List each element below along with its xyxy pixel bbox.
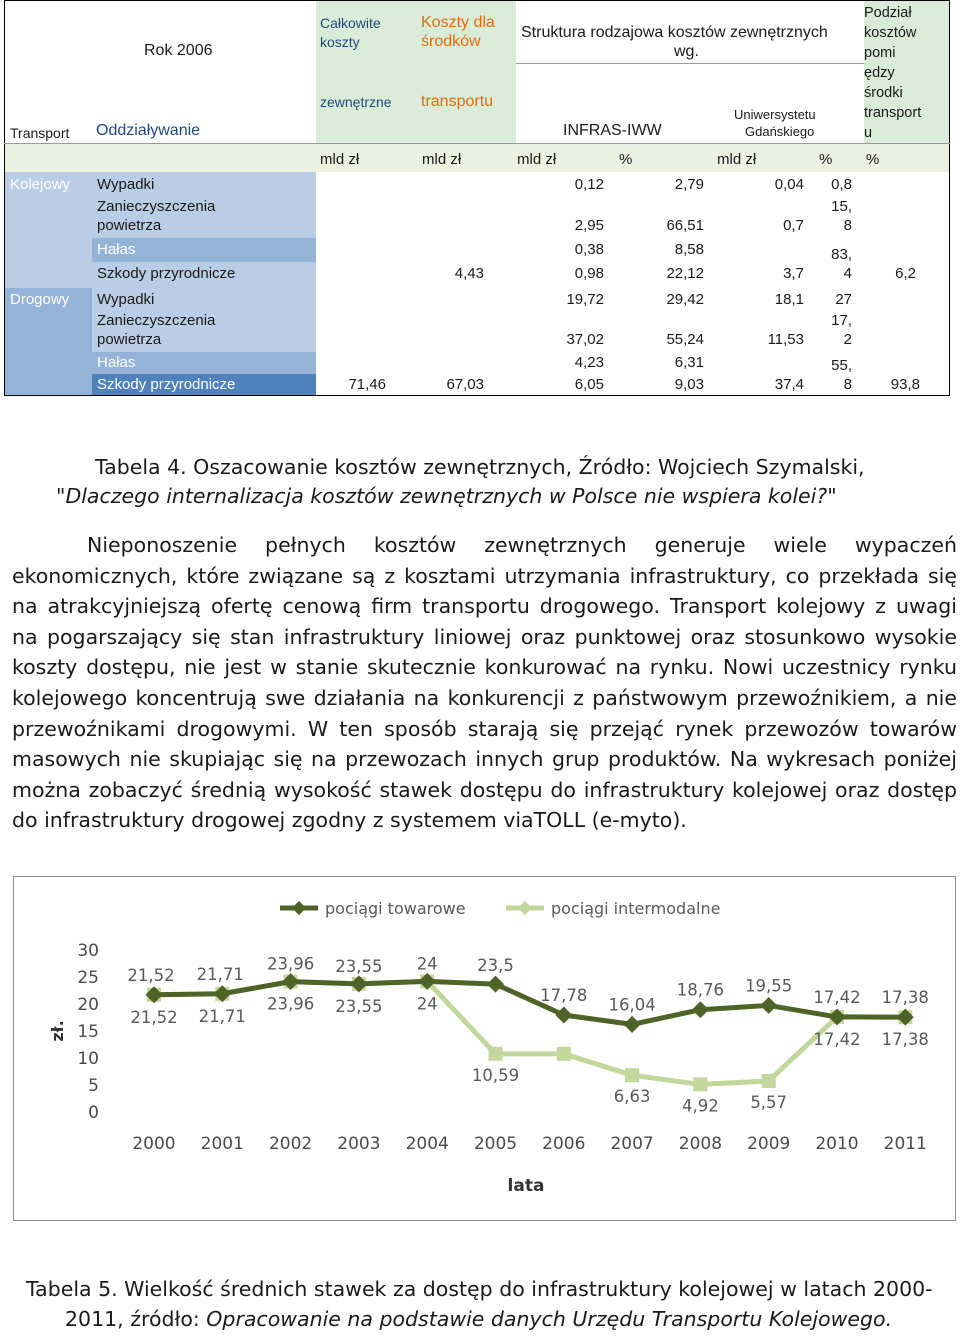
infras-pct: 55,24: [666, 331, 704, 348]
ug-pct: 2: [843, 331, 852, 348]
unit-cell: mld zł: [320, 151, 360, 168]
data-label-intermodal: 21,71: [198, 1006, 246, 1026]
data-label-freight: 21,52: [127, 965, 175, 985]
data-label-intermodal: 6,63: [613, 1087, 651, 1107]
header-total-line3: zewnętrzne: [320, 94, 392, 110]
unit-cell: %: [819, 151, 833, 168]
row-name: Hałas: [97, 354, 136, 371]
data-label-intermodal: 10,59: [471, 1065, 520, 1085]
infras-pct: 9,03: [674, 376, 704, 393]
data-point: [489, 1047, 503, 1061]
data-label-intermodal: 23,96: [266, 994, 315, 1014]
ug-bn: 0,7: [783, 217, 804, 234]
external-costs-table: [4, 0, 950, 396]
data-label-freight: 23,5: [477, 956, 514, 976]
data-label-freight: 23,55: [335, 956, 383, 976]
access-rates-chart: [13, 876, 956, 1221]
unit-cell: %: [619, 151, 633, 168]
infras-pct: 22,12: [666, 265, 704, 282]
header-split-line: kosztów: [864, 25, 917, 41]
y-tick-label: 25: [77, 968, 99, 988]
infras-pct: 6,31: [674, 354, 704, 371]
data-label-freight: 17,38: [881, 988, 929, 1008]
ug-bn: 3,7: [783, 265, 804, 282]
paragraph-line: przewoźnikami drogowymi. W ten sposób starają się przejąć rynek przewozów towarów: [12, 716, 957, 741]
caption-title-italic: Dlaczego internalizacja kosztów zewnętrznych w Polsce nie wspiera kolei?: [65, 484, 828, 508]
data-label-freight: 23,96: [266, 954, 315, 974]
ug-pct: 0,8: [831, 176, 852, 193]
infras-bn: 2,95: [574, 217, 604, 234]
split-value: 93,8: [890, 376, 920, 393]
caption-quote: ": [56, 484, 66, 508]
row-name: powietrza: [97, 217, 162, 234]
paragraph-line: koszty dostępu, nie jest w stanie skutecznie konkurować na rynku. Nowi uczestnicy rynku: [12, 655, 957, 680]
data-label-freight: 24: [416, 954, 438, 974]
table4-caption-line1: Tabela 4. Oszacowanie kosztów zewnętrznych, Źródło: Wojciech Szymalski,: [95, 455, 865, 479]
row-name: Wypadki: [97, 291, 155, 308]
data-point: [693, 1077, 707, 1091]
infras-bn: 0,98: [574, 265, 604, 282]
infras-bn: 19,72: [566, 291, 604, 308]
x-tick-label: 2011: [883, 1134, 927, 1154]
infras-pct: 2,79: [674, 176, 704, 193]
ug-pct: 15,: [831, 198, 852, 215]
data-label-intermodal: 5,57: [750, 1092, 788, 1112]
header-split-line: u: [864, 125, 873, 141]
header-infras: INFRAS-IWW: [563, 122, 662, 139]
ug-pct-merged: 8: [843, 376, 852, 393]
header-total-line2: koszty: [320, 34, 360, 50]
x-axis-label: lata: [507, 1176, 545, 1196]
data-label-intermodal: 17,38: [881, 1030, 929, 1050]
data-label-freight: 17,78: [540, 985, 588, 1005]
data-label-freight: 16,04: [608, 995, 656, 1015]
units-row-bg: [4, 143, 950, 172]
grid-line: [4, 0, 5, 396]
unit-cell: mld zł: [517, 151, 557, 168]
caption5-plain: 2011, źródło:: [65, 1307, 207, 1331]
paragraph-line: można zobaczyć średnią wysokość stawek dostępu do infrastruktury kolejowej oraz dostęp: [12, 777, 957, 802]
header-split-line: transport: [864, 105, 922, 121]
paragraph-line: na atrakcyjniejszą ofertę cenową firm transportu drogowego. Transport kolejowy z uwagi: [12, 594, 957, 619]
y-tick-label: 20: [77, 995, 99, 1015]
paragraph-line: Nieponoszenie pełnych kosztów zewnętrznych generuje wiele wypaczeń: [87, 533, 957, 557]
y-tick-label: 30: [77, 941, 99, 961]
data-label-freight: 19,55: [745, 976, 793, 996]
infras-bn: 6,05: [574, 376, 604, 393]
ug-pct: 17,: [831, 312, 852, 329]
total-value: 71,46: [348, 376, 386, 393]
y-axis-label: zł.: [48, 1020, 67, 1042]
ug-pct-merged: 55,: [831, 357, 852, 374]
data-point: [762, 1074, 776, 1088]
row-name: Hałas: [97, 241, 136, 258]
legend-label: pociągi intermodalne: [551, 899, 721, 918]
infras-bn: 0,12: [574, 176, 604, 193]
header-split-line: ędzy: [864, 65, 895, 81]
caption5-italic: Opracowanie na podstawie danych Urzędu Transportu Kolejowego.: [206, 1307, 893, 1331]
grid-line: [4, 143, 950, 144]
infras-pct: 29,42: [666, 291, 704, 308]
x-tick-label: 2008: [678, 1134, 723, 1154]
ug-pct-merged: 4: [843, 265, 852, 282]
header-ug-line2: Gdańskiego: [745, 124, 815, 139]
infras-pct: 8,58: [674, 241, 704, 258]
data-label-freight: 17,42: [813, 987, 861, 1007]
y-tick-label: 15: [77, 1022, 99, 1042]
header-split-line: pomi: [864, 45, 896, 61]
x-tick-label: 2010: [815, 1134, 859, 1154]
grid-line: [949, 0, 950, 396]
row-name: Szkody przyrodnicze: [97, 265, 236, 282]
y-tick-label: 10: [77, 1049, 99, 1069]
ug-bn: 11,53: [767, 331, 804, 348]
data-point: [625, 1068, 639, 1082]
unit-cell: mld zł: [422, 151, 462, 168]
x-tick-label: 2006: [542, 1134, 586, 1154]
x-tick-label: 2001: [200, 1134, 244, 1154]
row-name: Zanieczyszczenia: [97, 198, 216, 215]
row-name: Szkody przyrodnicze: [97, 376, 236, 393]
table5-caption-line1: Tabela 5. Wielkość średnich stawek za dostęp do infrastruktury kolejowej w latach 2000-: [26, 1277, 933, 1301]
header-structure-wg: wg.: [674, 43, 699, 60]
ug-pct-merged: 83,: [831, 246, 852, 263]
ug-pct: 27: [835, 291, 852, 308]
x-tick-label: 2007: [610, 1134, 654, 1154]
row-name: Zanieczyszczenia: [97, 312, 216, 329]
data-label-intermodal: 17,42: [813, 1029, 861, 1049]
data-point: [557, 1047, 571, 1061]
header-year: Rok 2006: [144, 42, 213, 59]
data-label-freight: 21,71: [196, 964, 244, 984]
header-transport: Transport: [10, 125, 70, 141]
data-label-freight: 18,76: [676, 980, 725, 1000]
paragraph-line: do infrastruktury drogowej zgodny z systemem viaTOLL (e-myto).: [12, 808, 687, 833]
data-label-intermodal: 24: [416, 994, 438, 1014]
paragraph-line: ekonomicznych, które związane są z kosztami utrzymania infrastruktury, co przekłada się: [12, 563, 957, 588]
x-tick-label: 2000: [132, 1134, 176, 1154]
funds-value: 67,03: [446, 376, 484, 393]
y-tick-label: 0: [88, 1103, 99, 1123]
x-tick-label: 2004: [405, 1134, 449, 1154]
infras-bn: 4,23: [574, 354, 604, 371]
ug-bn: 0,04: [774, 176, 804, 193]
unit-cell: mld zł: [717, 151, 757, 168]
data-label-intermodal: 23,55: [335, 996, 383, 1016]
paragraph-line: na pogarszający się stan infrastruktury liniowej oraz punktowej oraz stosunkowo wysokie: [12, 624, 957, 649]
x-tick-label: 2002: [268, 1134, 313, 1154]
ug-bn: 37,4: [774, 376, 804, 393]
x-tick-label: 2003: [337, 1134, 381, 1154]
x-tick-label: 2009: [747, 1134, 791, 1154]
y-tick-label: 5: [88, 1076, 99, 1096]
chart-canvas: [13, 876, 956, 1221]
legend-label: pociągi towarowe: [325, 899, 466, 918]
header-ug-line1: Uniwersystetu: [734, 107, 816, 122]
funds-value: 4,43: [454, 265, 484, 282]
header-split-line: Podział: [864, 5, 912, 21]
infras-bn: 37,02: [566, 331, 604, 348]
caption-quote: ": [827, 484, 837, 508]
rail-label: Kolejowy: [10, 176, 71, 193]
infras-bn: 0,38: [574, 241, 604, 258]
row-name: powietrza: [97, 331, 162, 348]
row-name: Wypadki: [97, 176, 155, 193]
header-funds-line2: środków: [421, 33, 481, 50]
header-funds-line1: Koszty dla: [421, 14, 495, 31]
grid-line: [4, 0, 950, 1]
header-total-line1: Całkowite: [320, 15, 381, 31]
grid-line: [4, 395, 950, 396]
table4-caption-line2: [56, 483, 837, 509]
infras-pct: 66,51: [666, 217, 704, 234]
ug-pct: 8: [843, 217, 852, 234]
data-label-intermodal: 21,52: [130, 1007, 178, 1027]
header-split-line: środki: [864, 85, 903, 101]
data-label-intermodal: 4,92: [682, 1096, 719, 1116]
unit-cell: %: [866, 151, 880, 168]
paragraph-line: kolejowego koncentrują swe działania na konkurencji z państwowym przewoźnikiem, a nie: [12, 685, 957, 710]
ug-bn: 18,1: [774, 291, 804, 308]
grid-line: [516, 63, 864, 64]
x-tick-label: 2005: [473, 1134, 518, 1154]
header-funds-line3: transportu: [421, 93, 494, 110]
body-paragraph: [12, 530, 957, 836]
road-label: Drogowy: [10, 291, 70, 308]
header-impact: Oddziaływanie: [96, 122, 201, 139]
split-value: 6,2: [895, 265, 916, 282]
table5-caption-line2: [65, 1306, 892, 1332]
header-structure: Struktura rodzajowa kosztów zewnętrznych: [521, 24, 828, 41]
paragraph-line: masowych nie skupiając się na przewozach innych grup produktów. Na wykresach poniżej: [12, 747, 957, 772]
